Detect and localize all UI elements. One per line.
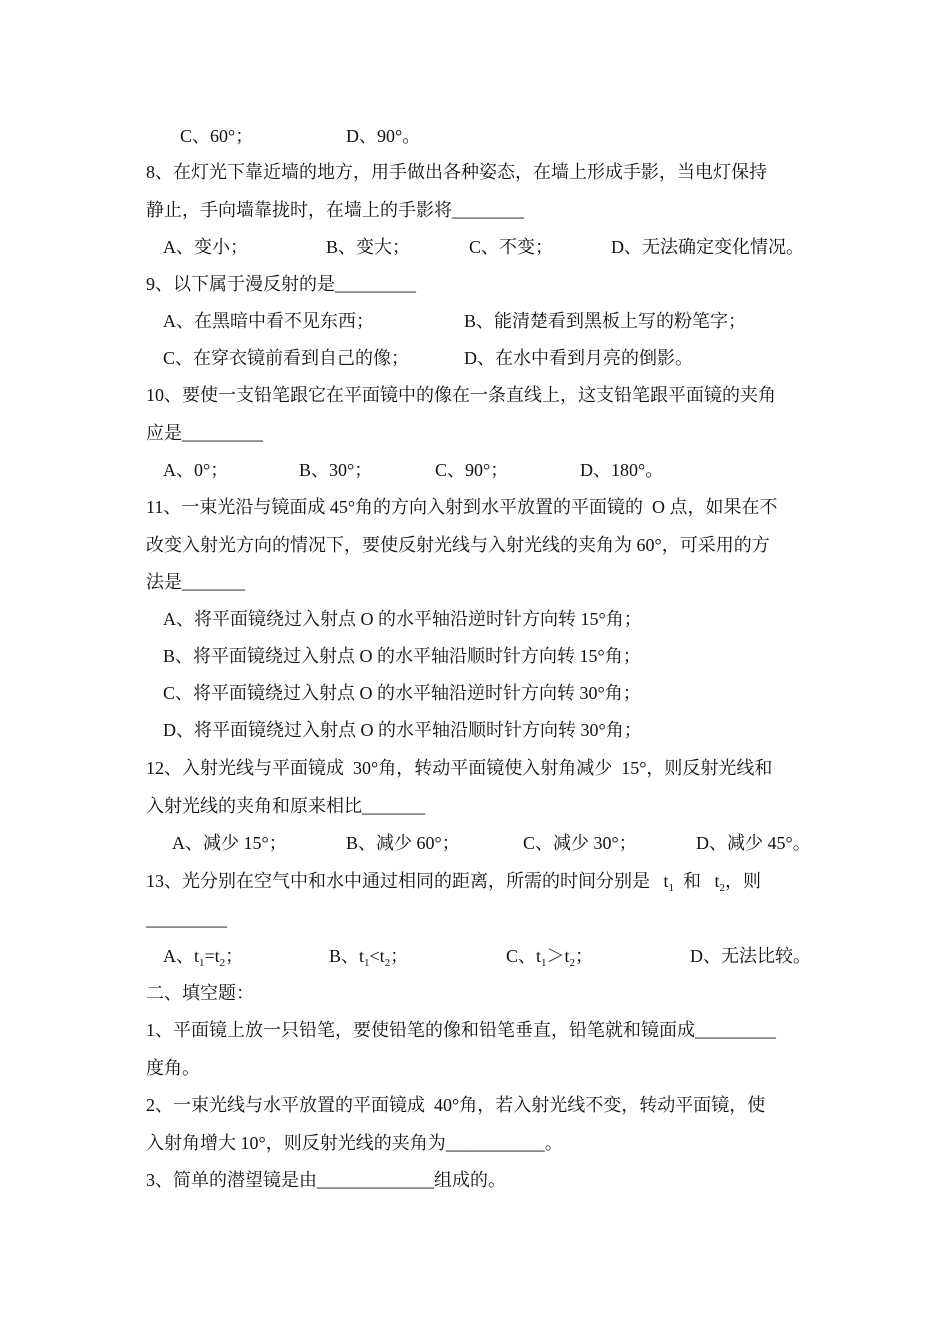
q13-option-b: B、$t_1<t_2$； xyxy=(329,946,409,969)
q12-stem-line2: 入射光线的夹角和原来相比_______ xyxy=(146,796,425,816)
q13-option-c: C、$t_1>t_2$； xyxy=(506,946,594,969)
q9-option-b: B、能清楚看到黑板上写的粉笔字； xyxy=(464,311,747,331)
q12-option-d: D、减少 45°。 xyxy=(696,833,811,853)
q8-stem-line1: 8、在灯光下靠近墙的地方，用手做出各种姿态，在墙上形成手影，当电灯保持 xyxy=(146,162,767,182)
q11-option-c: C、将平面镜绕过入射点 O 的水平轴沿逆时针方向转 30°角； xyxy=(163,683,641,703)
q13-option-d: D、无法比较。 xyxy=(690,946,811,966)
q8-option-c: C、不变； xyxy=(469,237,554,257)
fill2-line2: 入射角增大 10°，则反射光线的夹角为___________。 xyxy=(146,1133,563,1153)
q12-option-c: C、减少 30°； xyxy=(523,833,637,853)
q7-option-c: C、60°； xyxy=(180,126,254,146)
fill3-line1: 3、简单的潜望镜是由_____________组成的。 xyxy=(146,1170,506,1190)
q9-stem: 9、以下属于漫反射的是_________ xyxy=(146,274,416,294)
q12-option-a: A、减少 15°； xyxy=(172,833,287,853)
fill2-line1: 2、一束光线与水平放置的平面镜成 40°角，若入射光线不变，转动平面镜，使 xyxy=(146,1095,766,1115)
q10-option-c: C、90°； xyxy=(435,460,509,480)
q9-option-d: D、在水中看到月亮的倒影。 xyxy=(464,348,693,368)
q11-option-d: D、将平面镜绕过入射点 O 的水平轴沿顺时针方向转 30°角； xyxy=(163,720,642,740)
q8-option-d: D、无法确定变化情况。 xyxy=(611,237,804,257)
q11-option-a: A、将平面镜绕过入射点 O 的水平轴沿逆时针方向转 15°角； xyxy=(163,609,642,629)
fill1-line2: 度角。 xyxy=(146,1058,200,1078)
q8-stem-line2: 静止，手向墙靠拢时，在墙上的手影将________ xyxy=(146,200,524,220)
q11-option-b: B、将平面镜绕过入射点 O 的水平轴沿顺时针方向转 15°角； xyxy=(163,646,641,666)
q10-stem-line2: 应是_________ xyxy=(146,423,263,443)
q12-stem-line1: 12、入射光线与平面镜成 30°角，转动平面镜使入射角减少 15°，则反射光线和 xyxy=(146,758,773,778)
q12-option-b: B、减少 60°； xyxy=(346,833,460,853)
q13-stem-line2: _________ xyxy=(146,909,227,929)
q8-option-a: A、变小； xyxy=(163,237,248,257)
q11-stem-line3: 法是_______ xyxy=(146,572,245,592)
q13-option-a: A、$t_1=t_2$； xyxy=(163,946,244,969)
q8-option-b: B、变大； xyxy=(326,237,411,257)
fill1-line1: 1、平面镜上放一只铅笔，要使铅笔的像和铅笔垂直，铅笔就和镜面成_________ xyxy=(146,1020,776,1040)
section2-heading: 二、填空题： xyxy=(146,983,254,1003)
q9-option-a: A、在黑暗中看不见东西； xyxy=(163,311,374,331)
q11-stem-line2: 改变入射光方向的情况下，要使反射光线与入射光线的夹角为 60°，可采用的方 xyxy=(146,535,770,555)
q11-stem-line1: 11、一束光沿与镜面成 45°角的方向入射到水平放置的平面镜的 O 点，如果在不 xyxy=(146,497,778,517)
q9-option-c: C、在穿衣镜前看到自己的像； xyxy=(163,348,410,368)
q10-option-d: D、180°。 xyxy=(580,460,664,480)
q10-option-a: A、0°； xyxy=(163,460,229,480)
q10-stem-line1: 10、要使一支铅笔跟它在平面镜中的像在一条直线上，这支铅笔跟平面镜的夹角 xyxy=(146,385,776,405)
q13-stem-line1: 13、光分别在空气中和水中通过相同的距离，所需的时间分别是 $t_1$ 和 $t_2$，则 xyxy=(146,871,762,894)
q10-option-b: B、30°； xyxy=(299,460,373,480)
q7-option-d: D、90°。 xyxy=(346,126,421,146)
